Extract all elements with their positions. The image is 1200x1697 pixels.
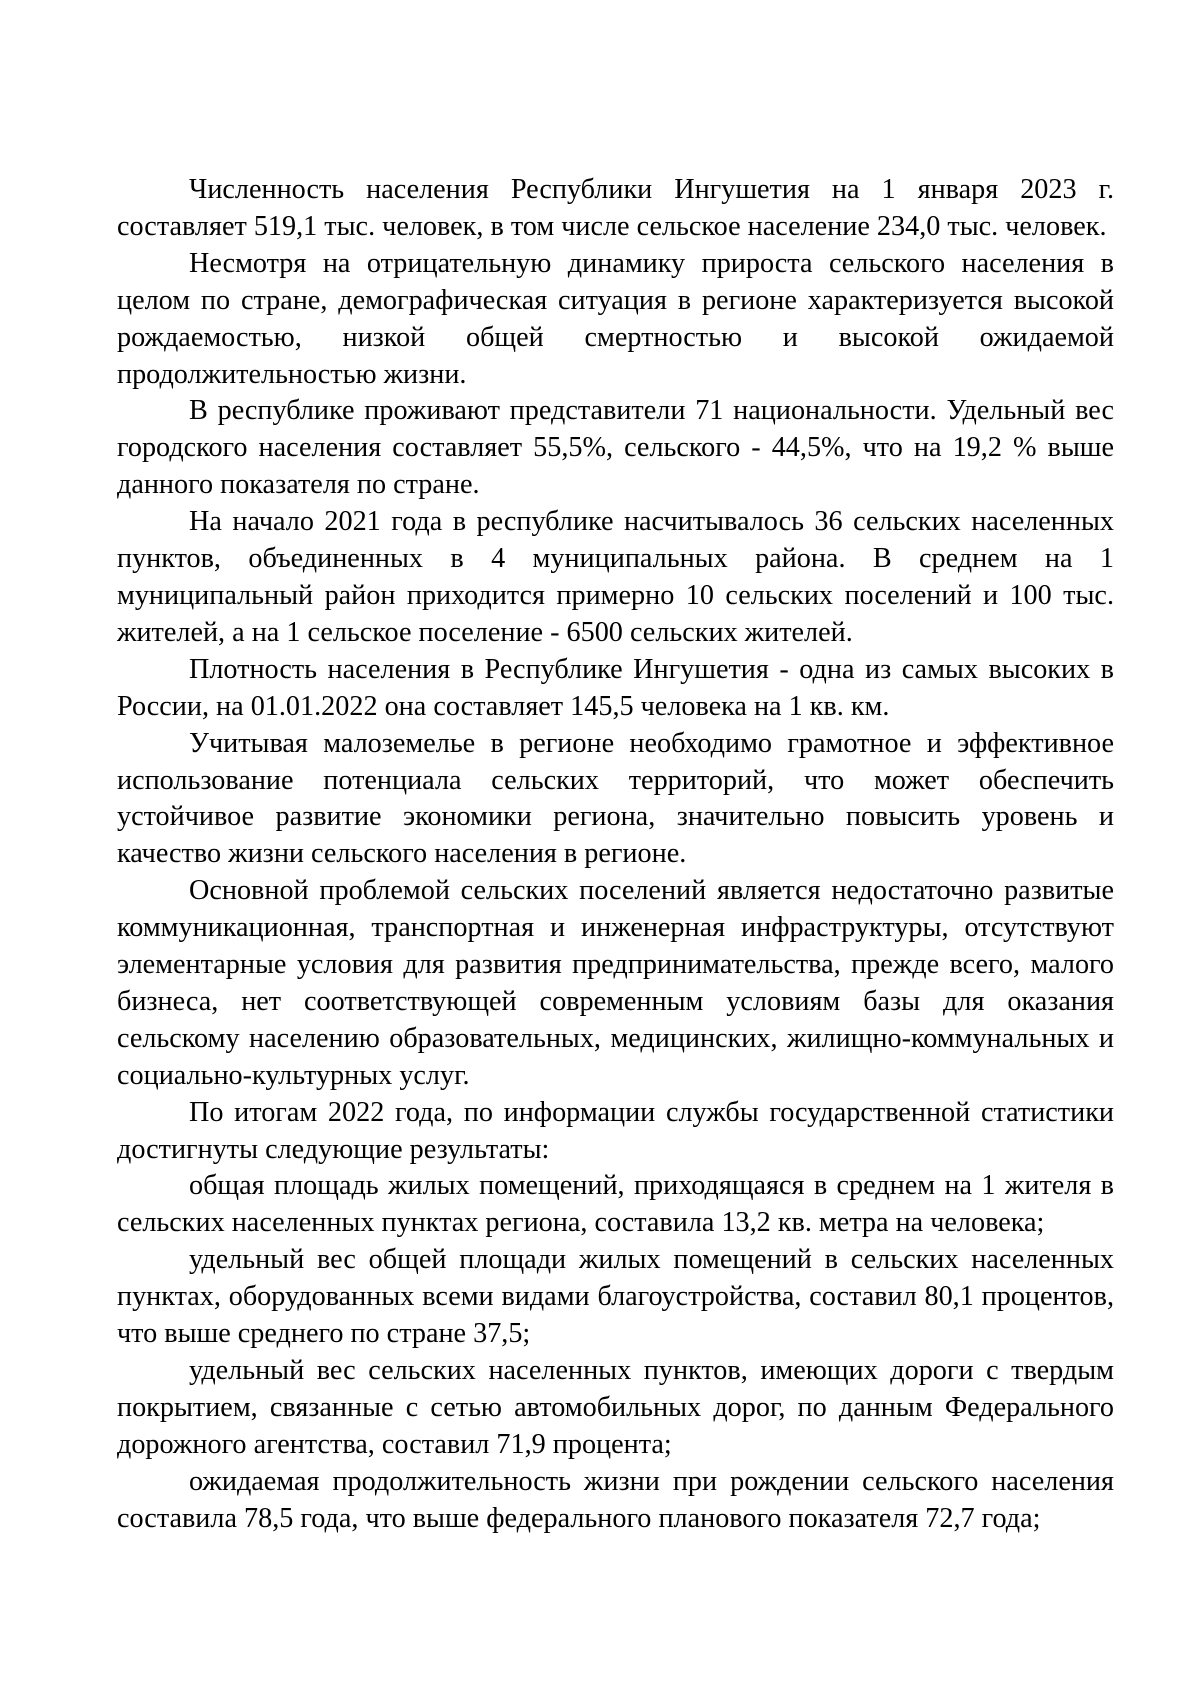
document-body	[117, 172, 1114, 1538]
paragraph-demographics: Несмотря на отрицательную динамику прироста сельского населения в целом по стране, демографическая ситуация в регионе характеризуется высокой рождаемостью, низкой общей смертностью и высокой ожидаемой продолжительностью жизни.	[117, 247, 1114, 390]
paragraph-nationalities: В республике проживают представители 71 национальности. Удельный вес городского населения составляет 55,5%, сельского - 44,5%, что на 19,2 % выше данного показателя по стране.	[117, 395, 1114, 501]
paragraph-housing-amenities: удельный вес общей площади жилых помещений в сельских населенных пунктах, оборудованных всеми видами благоустройства, составил 80,1 процентов, что выше среднего по стране 37,5;	[117, 1244, 1114, 1350]
paragraph-settlements: На начало 2021 года в республике насчитывалось 36 сельских населенных пунктов, объединенных в 4 муниципальных района. В среднем на 1 муниципальный район приходится примерно 10 сельских поселений и 100 тыс. жителей, а на 1 сельское поселение - 6500 сельских жителей.	[117, 506, 1114, 648]
paragraph-problems: Основной проблемой сельских поселений является недостаточно развитые коммуникационная, транспортная и инженерная инфраструктуры, отсутствуют элементарные условия для развития предпринимательства, прежде всего, малого бизнеса, нет соответствующей современным условиям базы для оказания сельскому населению образовательных, медицинских, жилищно-коммунальных и социально-культурных услуг.	[117, 875, 1114, 1091]
paragraph-housing-area: общая площадь жилых помещений, приходящаяся в среднем на 1 жителя в сельских населенных пунктах региона, составила 13,2 кв. метра на человека;	[117, 1170, 1114, 1239]
paragraph-population: Численность населения Республики Ингушетия на 1 января 2023 г. составляет 519,1 тыс. человек, в том числе сельское население 234,0 тыс. человек.	[117, 174, 1114, 242]
paragraph-results-intro: По итогам 2022 года, по информации службы государственной статистики достигнуты следующие результаты:	[117, 1096, 1114, 1165]
paragraph-roads: удельный вес сельских населенных пунктов, имеющих дороги с твердым покрытием, связанные с сетью автомобильных дорог, по данным Федерального дорожного агентства, составил 71,9 процента;	[117, 1355, 1114, 1460]
paragraph-density: Плотность населения в Республике Ингушетия - одна из самых высоких в России, на 01.01.2022 она составляет 145,5 человека на 1 кв. км.	[117, 653, 1114, 722]
paragraph-life-expectancy: ожидаемая продолжительность жизни при рождении сельского населения составила 78,5 года, что выше федерального планового показателя 72,7 года;	[117, 1465, 1114, 1534]
paragraph-land-use: Учитывая малоземелье в регионе необходимо грамотное и эффективное использование потенциала сельских территорий, что может обеспечить устойчивое развитие экономики региона, значительно повысить уровень и качество жизни сельского населения в регионе.	[117, 727, 1114, 870]
